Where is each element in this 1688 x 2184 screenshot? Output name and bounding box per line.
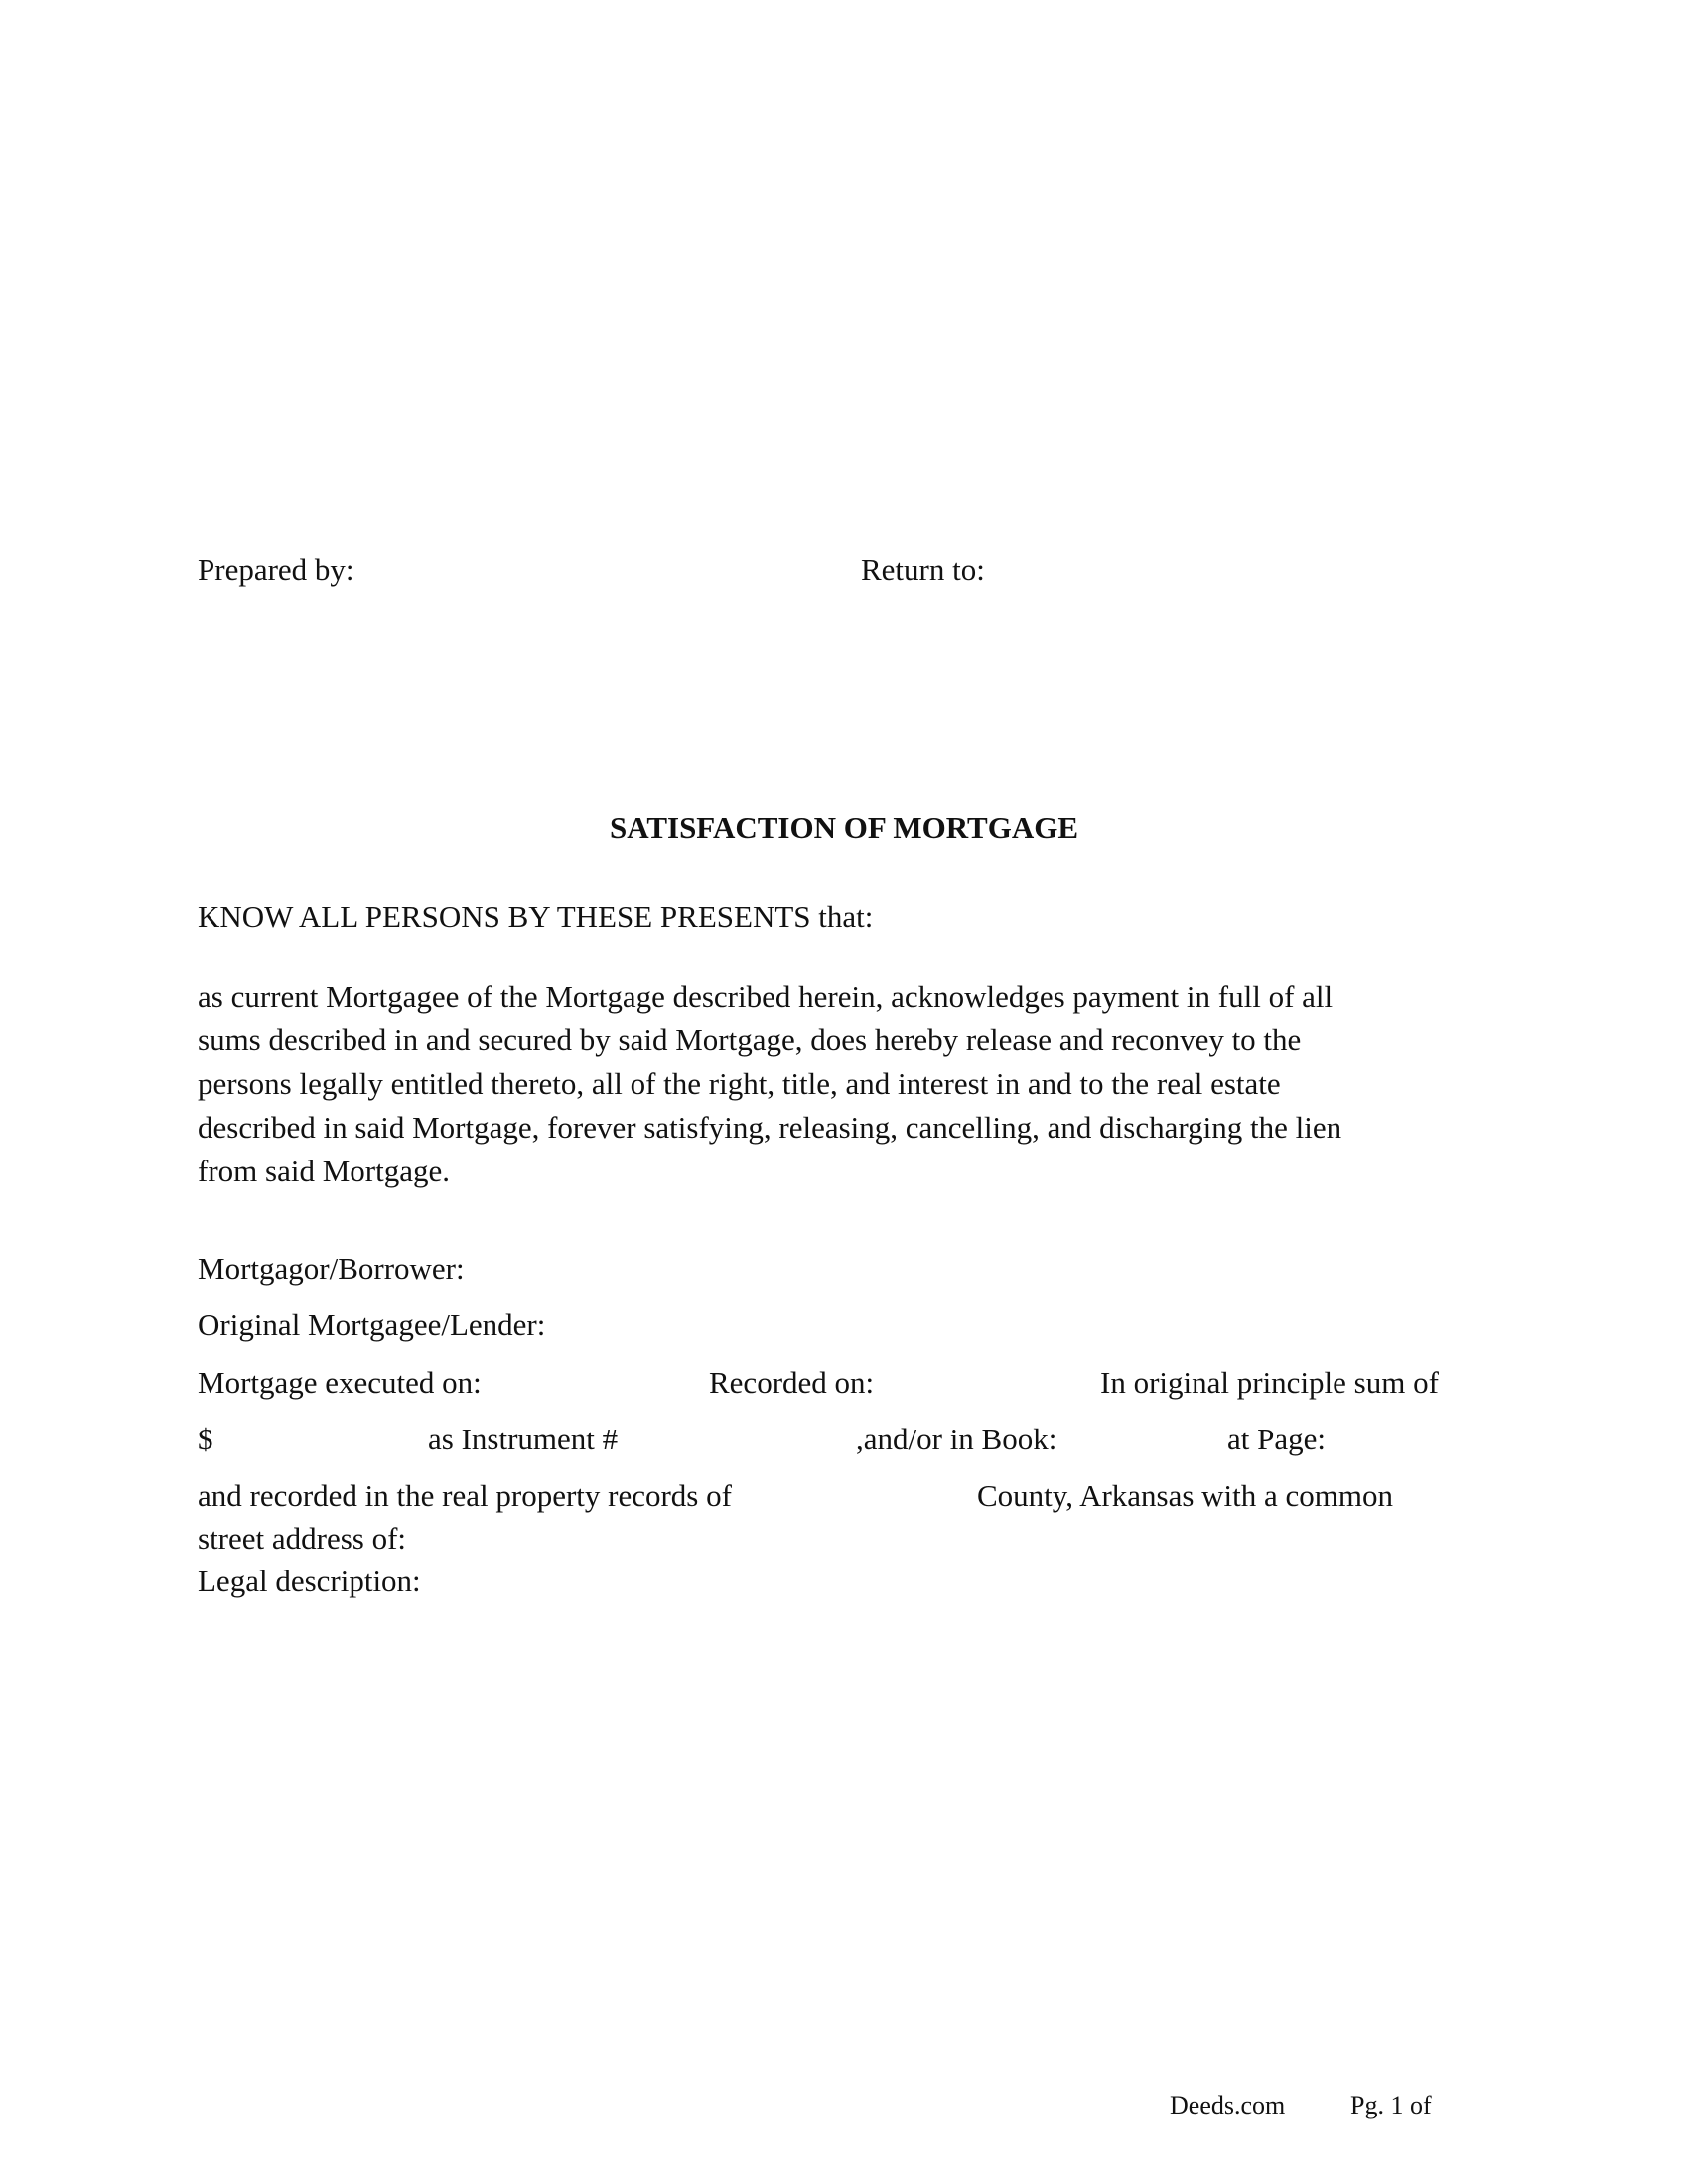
return-to-label: Return to: xyxy=(861,552,985,587)
records-label: and recorded in the real property records of xyxy=(198,1478,732,1513)
recorded-on-label: Recorded on: xyxy=(709,1365,875,1400)
dollar-sign: $ xyxy=(198,1422,213,1456)
body-line: from said Mortgage. xyxy=(198,1154,450,1188)
street-address-label: street address of: xyxy=(198,1521,407,1556)
page-label: at Page: xyxy=(1227,1422,1326,1456)
principal-sum-label: In original principle sum of xyxy=(1100,1365,1439,1400)
county-label: County, Arkansas with a common xyxy=(977,1478,1394,1513)
instrument-label: as Instrument # xyxy=(428,1422,619,1456)
intro-text: KNOW ALL PERSONS BY THESE PRESENTS that: xyxy=(198,899,874,934)
body-line: sums described in and secured by said Mortgage, does hereby release and reconvey to the xyxy=(198,1023,1302,1057)
mortgagor-label: Mortgagor/Borrower: xyxy=(198,1251,465,1286)
body-paragraph xyxy=(198,981,1488,1199)
prepared-by-label: Prepared by: xyxy=(198,552,354,587)
body-line: as current Mortgagee of the Mortgage described herein, acknowledges payment in full of all xyxy=(198,979,1334,1014)
body-line: described in said Mortgage, forever satisfying, releasing, cancelling, and discharging the lien xyxy=(198,1110,1342,1145)
footer-site: Deeds.com xyxy=(1170,2091,1286,2119)
body-line: persons legally entitled thereto, all of the right, title, and interest in and to the real estate xyxy=(198,1066,1281,1101)
original-mortgagee-label: Original Mortgagee/Lender: xyxy=(198,1307,546,1342)
legal-description-label: Legal description: xyxy=(198,1564,421,1598)
book-label: ,and/or in Book: xyxy=(856,1422,1057,1456)
document-title: SATISFACTION OF MORTGAGE xyxy=(610,810,1078,845)
footer-page-label: Pg. 1 of xyxy=(1350,2091,1432,2119)
executed-on-label: Mortgage executed on: xyxy=(198,1365,482,1400)
